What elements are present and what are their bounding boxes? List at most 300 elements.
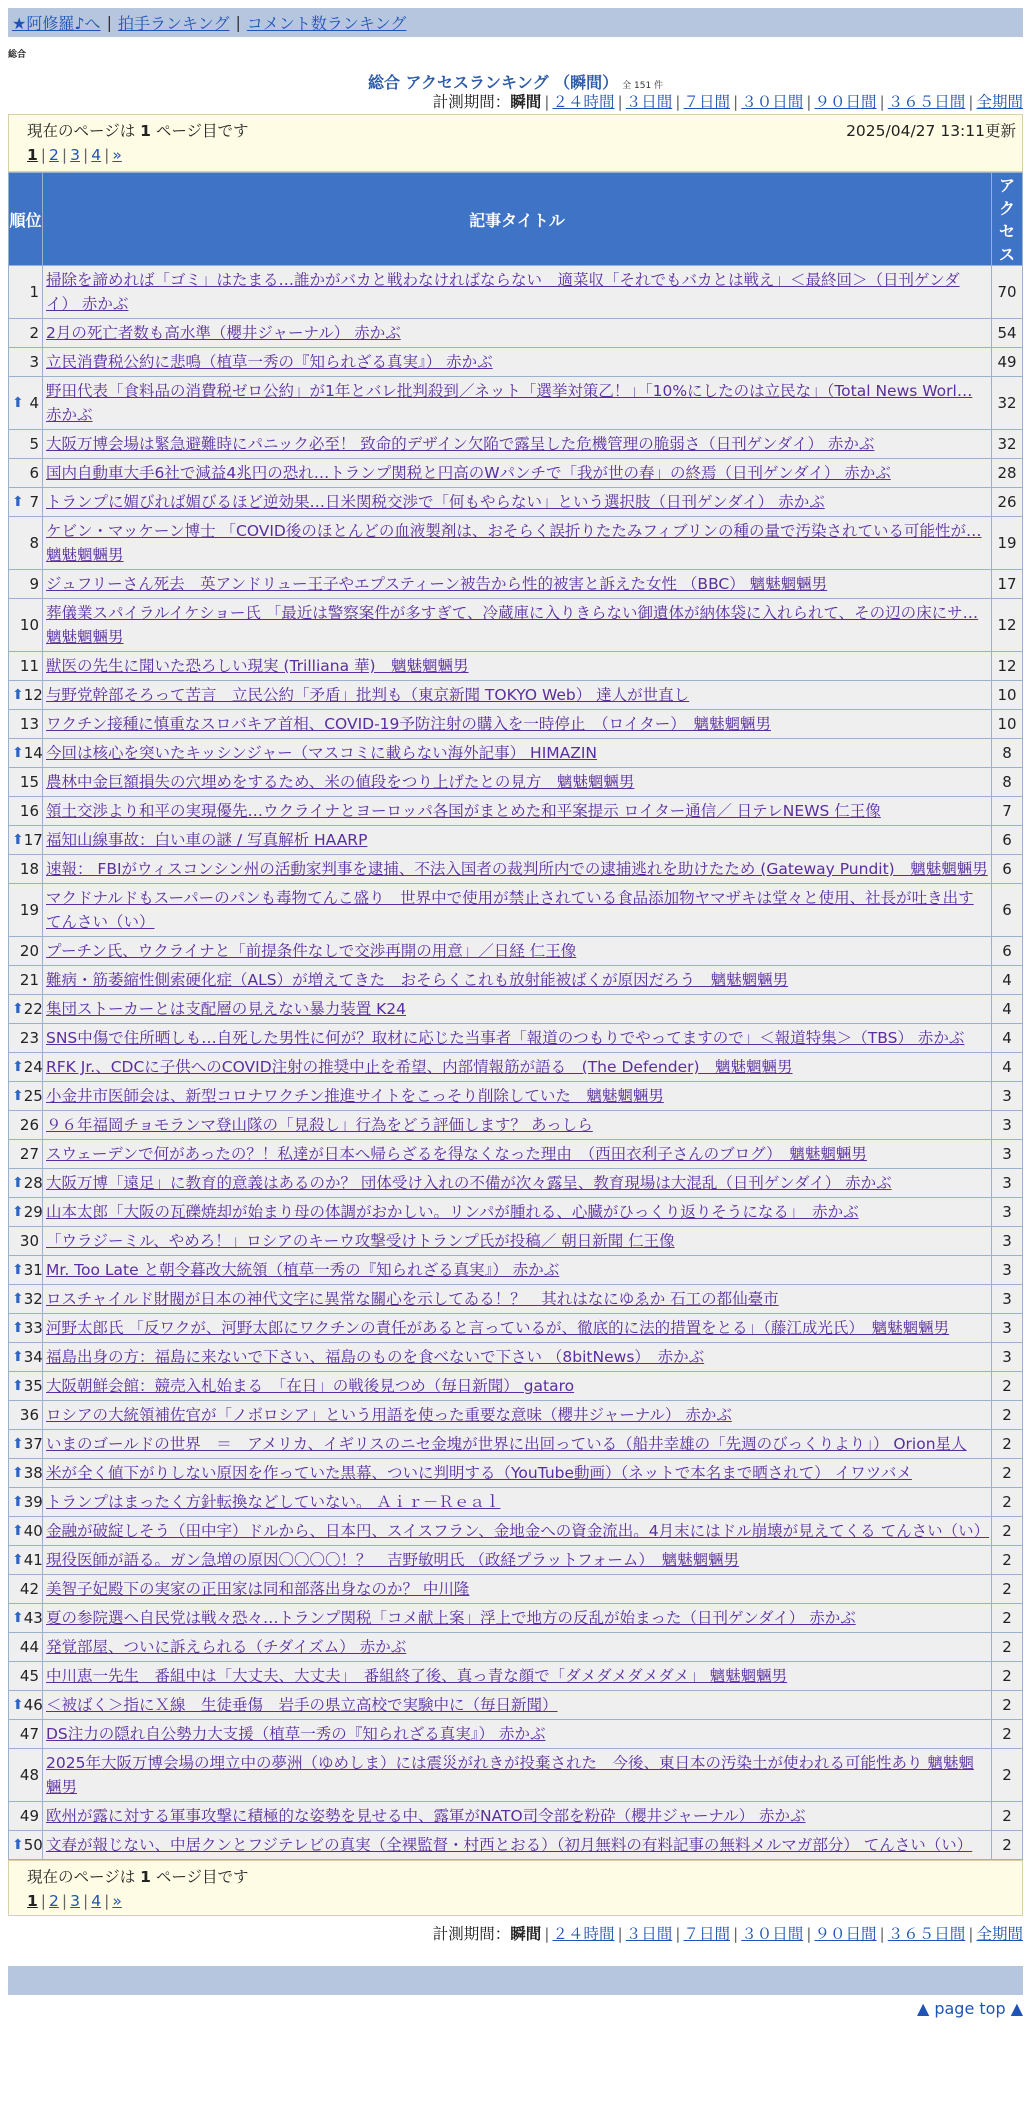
title-cell <box>43 855 991 883</box>
access-count: 4 <box>992 995 1022 1023</box>
period-link[interactable]: 全期間 <box>976 93 1023 111</box>
up-arrow-icon: ⬆ <box>12 1204 24 1220</box>
article-link[interactable]: ワクチン接種に慎重なスロバキア首相、COVID-19予防注射の購入を一時停止 （ロイター） 魑魅魍魎男 <box>46 715 771 733</box>
rank-wrap <box>12 1374 43 1398</box>
up-arrow-icon: ⬆ <box>12 395 24 411</box>
article-link[interactable]: 現役医師が語る。ガン急増の原因〇〇〇〇！？ 吉野敏明氏 （政経プラットフォーム） 魑魅魍魎男 <box>46 1551 740 1569</box>
rank-cell <box>9 1082 42 1110</box>
article-link[interactable]: ジュフリーさん死去 英アンドリュー王子やエプスティーン被告から性的被害と訴えた女性 （BBC） 魑魅魍魎男 <box>46 575 828 593</box>
period-link[interactable]: ３６５日間 <box>887 93 966 111</box>
article-link[interactable]: 2月の死亡者数も高水準（櫻井ジャーナル） 赤かぶ <box>46 324 401 342</box>
rank-cell <box>9 1633 42 1661</box>
up-arrow-icon: ⬆ <box>12 1465 24 1481</box>
access-count: 2 <box>992 1802 1022 1830</box>
period-separator: | <box>879 93 885 111</box>
period-separator: | <box>733 1925 739 1943</box>
access-count: 4 <box>992 1024 1022 1052</box>
page-link[interactable]: 2 <box>49 1892 59 1910</box>
article-link[interactable]: Mr. Too Late と朝令暮改大統領（植草一秀の『知られざる真実』） 赤かぶ <box>46 1261 560 1279</box>
rank-number: 7 <box>29 493 39 511</box>
article-link[interactable]: 農林中金巨額損失の穴埋めをするため、米の値段をつり上げたとの見方 魑魅魍魎男 <box>46 773 635 791</box>
up-arrow-icon: ⬆ <box>12 1175 24 1191</box>
period-separator: | <box>879 1925 885 1943</box>
title-cell <box>43 1604 991 1632</box>
period-link[interactable]: ９０日間 <box>814 1925 877 1943</box>
article-link[interactable]: プーチン氏、ウクライナと「前提条件なしで交渉再開の用意」／日経 仁王像 <box>46 942 577 960</box>
period-separator: | <box>675 93 681 111</box>
table-row <box>9 1314 1022 1342</box>
rank-number: 3 <box>29 353 39 371</box>
page-status-number: 1 <box>140 122 151 140</box>
article-link[interactable]: ケビン・マッケーン博士 「COVID後のほとんどの血液製剤は、おそらく誤折りたたみフィブリンの種の量で汚染されている可能性が… 魑魅魍魎男 <box>46 522 982 564</box>
table-row <box>9 768 1022 796</box>
rank-cell <box>9 1198 42 1226</box>
article-link[interactable]: 大阪朝鮮会館：競売入札始まる 「在日」の戦後見つめ（毎日新聞） gataro <box>46 1377 575 1395</box>
period-link[interactable]: ２４時間 <box>552 93 615 111</box>
up-arrow-icon: ⬆ <box>12 745 24 761</box>
rank-number: 8 <box>29 534 39 552</box>
title-cell <box>43 1488 991 1516</box>
nav-separator: | <box>235 13 241 32</box>
page-separator: | <box>40 146 47 164</box>
rank-wrap <box>12 1606 43 1630</box>
up-arrow-icon: ⬆ <box>12 1349 24 1365</box>
rank-number: 32 <box>23 1290 43 1308</box>
rank-number: 17 <box>23 831 43 849</box>
rank-cell <box>9 266 42 318</box>
article-link[interactable]: 米が全く値下がりしない原因を作っていた黒幕、ついに判明する（YouTube動画）（ネットで本名まで晒されて） イワツバメ <box>46 1464 912 1482</box>
rank-cell <box>9 1372 42 1400</box>
title-cell <box>43 319 991 347</box>
period-separator: | <box>968 93 974 111</box>
period-link[interactable]: 全期間 <box>976 1925 1023 1943</box>
up-arrow-icon: ⬆ <box>12 494 24 510</box>
title-cell <box>43 995 991 1023</box>
access-count: 3 <box>992 1285 1022 1313</box>
period-link[interactable]: ３０日間 <box>741 1925 804 1943</box>
article-link[interactable]: トランプはまったく方針転換などしていない。 Ａｉｒ－Ｒｅａｌ <box>46 1493 501 1511</box>
period-link[interactable]: ３６５日間 <box>887 1925 966 1943</box>
page-link[interactable]: » <box>112 146 122 164</box>
rank-wrap <box>12 1258 43 1282</box>
rank-number: 33 <box>23 1319 43 1337</box>
rank-wrap <box>12 1461 43 1485</box>
table-row <box>9 1082 1022 1110</box>
rank-number: 43 <box>23 1609 43 1627</box>
rank-wrap <box>12 1548 43 1572</box>
access-count: 2 <box>992 1691 1022 1719</box>
table-row <box>9 1517 1022 1545</box>
period-current: 瞬間 <box>510 1925 542 1943</box>
rank-cell <box>9 517 42 569</box>
rank-wrap <box>12 886 39 934</box>
rank-number: 28 <box>23 1174 43 1192</box>
rank-number: 13 <box>19 715 39 733</box>
access-count: 3 <box>992 1082 1022 1110</box>
rank-wrap <box>12 1026 39 1050</box>
article-link[interactable]: 葬儀業スパイラルイケショー氏 「最近は警察案件が多すぎて、冷蔵庫に入りきらない御遺体が納体袋に入れられて、その辺の床にサ… 魑魅魍魎男 <box>46 604 979 646</box>
page-status-prefix: 現在のページは <box>27 122 141 140</box>
period-link[interactable]: ２４時間 <box>552 1925 615 1943</box>
article-link[interactable]: ロシアの大統領補佐官が「ノボロシア」という用語を使った重要な意味（櫻井ジャーナル） 赤かぶ <box>46 1406 732 1424</box>
rank-number: 50 <box>23 1836 43 1854</box>
article-link[interactable]: 領土交渉より和平の実現優先…ウクライナとヨーロッパ各国がまとめた和平案提示 ロイター通信／ 日テレNEWS 仁王像 <box>46 802 881 820</box>
title-cell <box>43 570 991 598</box>
rank-cell <box>9 599 42 651</box>
period-current: 瞬間 <box>510 93 542 111</box>
rank-wrap <box>12 1722 39 1746</box>
rank-cell <box>9 1517 42 1545</box>
access-count: 49 <box>992 348 1022 376</box>
page-link[interactable]: » <box>112 1892 122 1910</box>
rank-wrap <box>12 1055 43 1079</box>
article-link[interactable]: 美智子妃殿下の実家の正田家は同和部落出身なのか？ 中川隆 <box>46 1580 470 1598</box>
title-cell <box>43 1575 991 1603</box>
table-row <box>9 488 1022 516</box>
rank-number: 49 <box>19 1807 39 1825</box>
rank-cell <box>9 1749 42 1801</box>
article-link[interactable]: 山本太郎「大阪の瓦礫焼却が始まり母の体調がおかしい。リンパが腫れる、心臓がひっくり返りそうになる」 赤かぶ <box>46 1203 859 1221</box>
table-row <box>9 1111 1022 1139</box>
access-count: 2 <box>992 1546 1022 1574</box>
article-link[interactable]: 獣医の先生に聞いた恐ろしい現実 (Trilliana 華) 魑魅魍魎男 <box>46 657 469 675</box>
ranking-table <box>8 172 1023 1860</box>
rank-cell <box>9 488 42 516</box>
article-link[interactable]: ９６年福岡チョモランマ登山隊の「見殺し」行為をどう評価します？ あっしら <box>46 1116 593 1134</box>
rank-number: 2 <box>29 324 39 342</box>
page-link[interactable]: 4 <box>91 1892 102 1910</box>
up-arrow-icon: ⬆ <box>12 1436 24 1452</box>
rank-number: 22 <box>23 1000 43 1018</box>
up-arrow-icon: ⬆ <box>12 1088 24 1104</box>
comment-ranking-link[interactable]: コメント数ランキング <box>246 14 407 33</box>
rank-wrap <box>12 741 43 765</box>
rank-number: 38 <box>23 1464 43 1482</box>
rank-number: 26 <box>19 1116 39 1134</box>
rank-number: 16 <box>19 802 39 820</box>
title-cell <box>43 348 991 376</box>
article-link[interactable]: 速報： FBIがウィスコンシン州の活動家判事を逮捕、不法入国者の裁判所内での逮捕逃れを助けたため (Gateway Pundit) 魑魅魍魎男 <box>46 860 988 878</box>
table-row <box>9 1488 1022 1516</box>
article-link[interactable]: 国内自動車大手6社で減益4兆円の恐れ…トランプ関税と円高のWパンチで「我が世の春」の終焉（日刊ゲンダイ） 赤かぶ <box>46 464 891 482</box>
access-count: 3 <box>992 1111 1022 1139</box>
access-count: 2 <box>992 1604 1022 1632</box>
access-count: 8 <box>992 739 1022 767</box>
table-row <box>9 459 1022 487</box>
page-separator: | <box>83 1892 89 1910</box>
title-cell <box>43 797 991 825</box>
article-link[interactable]: 集団ストーカーとは支配層の見えない暴力装置 K24 <box>46 1000 407 1018</box>
access-count: 32 <box>992 377 1022 429</box>
access-count: 2 <box>992 1720 1022 1748</box>
access-count: 28 <box>992 459 1022 487</box>
table-row <box>9 1198 1022 1226</box>
rank-cell <box>9 1691 42 1719</box>
pager-bottom <box>27 1892 1022 1910</box>
article-link[interactable]: 2025年大阪万博会場の埋立中の夢洲（ゆめしま）には震災がれきが投棄された 今後、東日本の汚染土が使われる可能性あり 魑魅魍魎男 <box>46 1754 974 1796</box>
rank-number: 19 <box>19 901 39 919</box>
period-separator: | <box>968 1925 974 1943</box>
period-link[interactable]: ３０日間 <box>741 93 804 111</box>
rank-wrap <box>12 601 39 649</box>
rank-number: 29 <box>23 1203 43 1221</box>
article-link[interactable]: いまのゴールドの世界 ＝ アメリカ、イギリスのニセ金塊が世界に出回っている（船井幸雄の「先週のびっくりより」） Orion星人 <box>46 1435 967 1453</box>
rank-number: 42 <box>19 1580 39 1598</box>
table-row <box>9 797 1022 825</box>
rank-cell <box>9 1401 42 1429</box>
article-link[interactable]: 小金井市医師会は、新型コロナワクチン推進サイトをこっそり削除していた 魑魅魍魎男 <box>46 1087 664 1105</box>
article-link[interactable]: 大阪万博「遠足」に教育的意義はあるのか？ 団体受け入れの不備が次々露呈、教育現場は大混乱（日刊ゲンダイ） 赤かぶ <box>46 1174 892 1192</box>
rank-cell <box>9 652 42 680</box>
table-row <box>9 1430 1022 1458</box>
article-link[interactable]: 夏の参院選へ自民党は戦々恐々…トランプ関税「コメ献上案」浮上で地方の反乱が始まった（日刊ゲンダイ） 赤かぶ <box>46 1609 856 1627</box>
article-link[interactable]: 文春が報じない、中居クンとフジテレビの真実（全裸監督・村西とおる）（初月無料の有料記事の無料メルマガ部分） てんさい（い） <box>46 1836 973 1854</box>
rank-cell <box>9 1053 42 1081</box>
article-link[interactable]: 今回は核心を突いたキッシンジャー（マスコミに載らない海外記事） HIMAZIN <box>46 744 598 762</box>
rank-wrap <box>12 1287 43 1311</box>
table-row <box>9 1024 1022 1052</box>
page-link[interactable]: 3 <box>70 146 81 164</box>
page-link[interactable]: 2 <box>49 146 59 164</box>
table-row <box>9 1633 1022 1661</box>
table-row <box>9 1372 1022 1400</box>
access-count: 12 <box>992 652 1022 680</box>
article-link[interactable]: 河野太郎氏 「反ワクが、河野太郎にワクチンの責任があると言っているが、徹底的に法的措置をとる」（藤江成光氏） 魑魅魍魎男 <box>46 1319 950 1337</box>
page-status-bottom <box>27 1865 1022 1887</box>
article-link[interactable]: 大阪万博会場は緊急避難時にパニック必至！ 致命的デザイン欠陥で露呈した危機管理の脆弱さ（日刊ゲンダイ） 赤かぶ <box>46 435 875 453</box>
page-link[interactable]: 4 <box>91 146 102 164</box>
article-link[interactable]: 与野党幹部そろって苦言 立民公約「矛盾」批判も（東京新聞 TOKYO Web） 達人が世直し <box>46 686 690 704</box>
period-link[interactable]: ９０日間 <box>814 93 877 111</box>
article-link[interactable]: 金融が破綻しそう（田中宇）ドルから、日本円、スイスフラン、金地金への資金流出。4月末にはドル崩壊が見えてくる てんさい（い） <box>46 1522 990 1540</box>
article-link[interactable]: 中川恵一先生 番組中は「大丈夫、大丈夫」 番組終了後、真っ青な顔で「ダメダメダメダメ」 魑魅魍魎男 <box>46 1667 788 1685</box>
title-cell <box>43 1343 991 1371</box>
rank-wrap <box>12 857 39 881</box>
period-separator: | <box>806 93 812 111</box>
period-separator: | <box>617 1925 623 1943</box>
rank-number: 10 <box>19 616 39 634</box>
up-arrow-icon: ⬆ <box>12 1001 24 1017</box>
article-link[interactable]: 立民消費税公約に悲鳴（植草一秀の『知られざる真実』） 赤かぶ <box>46 353 493 371</box>
article-link[interactable]: 欧州が露に対する軍事攻撃に積極的な姿勢を見せる中、露軍がNATO司令部を粉砕（櫻井ジャーナル） 赤かぶ <box>46 1807 806 1825</box>
rank-wrap <box>12 770 39 794</box>
rank-cell <box>9 681 42 709</box>
rank-cell <box>9 1256 42 1284</box>
up-arrow-icon: ⬆ <box>12 1610 24 1626</box>
access-count: 26 <box>992 488 1022 516</box>
rank-cell <box>9 966 42 994</box>
access-count: 2 <box>992 1401 1022 1429</box>
rank-number: 1 <box>29 283 39 301</box>
rank-number: 31 <box>23 1261 43 1279</box>
table-row <box>9 1604 1022 1632</box>
table-row <box>9 1691 1022 1719</box>
page-current-link[interactable]: 1 <box>27 146 38 164</box>
article-link[interactable]: 難病・筋萎縮性側索硬化症（ALS）が増えてきた おそらくこれも放射能被ばくが原因だろう 魑魅魍魎男 <box>46 971 789 989</box>
title-cell <box>43 599 991 651</box>
table-row <box>9 377 1022 429</box>
page-separator: | <box>104 1892 110 1910</box>
period-separator: | <box>806 1925 812 1943</box>
rank-wrap <box>12 461 39 485</box>
table-row <box>9 1662 1022 1690</box>
page-separator: | <box>61 146 68 164</box>
table-row <box>9 1227 1022 1255</box>
rank-wrap <box>12 1345 43 1369</box>
article-link[interactable]: DS注力の隠れ自公勢力大支援（植草一秀の『知られざる真実』） 赤かぶ <box>46 1725 546 1743</box>
title-cell <box>43 430 991 458</box>
rank-wrap <box>12 268 39 316</box>
title-cell <box>43 1140 991 1168</box>
table-row <box>9 430 1022 458</box>
rank-wrap <box>12 1142 39 1166</box>
rank-number: 14 <box>23 744 43 762</box>
table-row <box>9 826 1022 854</box>
rank-number: 44 <box>19 1638 39 1656</box>
title-cell <box>43 1749 991 1801</box>
article-link[interactable]: RFK Jr.、CDCに子供へのCOVID注射の推奨中止を希望、内部情報筋が語る (The Defender) 魑魅魍魎男 <box>46 1058 793 1076</box>
up-arrow-icon: ⬆ <box>12 1494 24 1510</box>
page-current-link[interactable]: 1 <box>27 1892 38 1910</box>
article-link[interactable]: トランプに媚びれば媚びるほど逆効果…日米関税交渉で「何もやらない」という選択肢（日刊ゲンダイ） 赤かぶ <box>46 493 825 511</box>
title-cell <box>43 377 991 429</box>
article-link[interactable]: スウェーデンで何があったの？！私達が日本へ帰らざるを得なくなった理由 （西田衣利子さんのブログ） 魑魅魍魎男 <box>46 1145 867 1163</box>
page-title <box>0 70 1031 90</box>
article-link[interactable]: 掃除を諦めれば「ゴミ」はたまる…誰かがバカと戦わなければならない 適菜収「それでもバカとは戦え」＜最終回＞（日刊ゲンダイ） 赤かぶ <box>46 271 960 313</box>
rank-cell <box>9 937 42 965</box>
page-status-suffix: ページ目です <box>150 122 249 140</box>
period-selector <box>0 90 1023 114</box>
rank-number: 27 <box>19 1145 39 1163</box>
page-status-suffix: ページ目です <box>150 1868 249 1886</box>
title-cell <box>43 1401 991 1429</box>
table-row <box>9 319 1022 347</box>
rank-number: 46 <box>23 1696 43 1714</box>
article-link[interactable]: 「ウラジーミル、やめろ！」ロシアのキーウ攻撃受けトランプ氏が投稿／ 朝日新聞 仁王像 <box>46 1232 675 1250</box>
rank-wrap <box>12 572 39 596</box>
access-count: 7 <box>992 797 1022 825</box>
rank-cell <box>9 1802 42 1830</box>
table-row <box>9 855 1022 883</box>
access-count: 3 <box>992 1227 1022 1255</box>
up-arrow-icon: ⬆ <box>12 1262 24 1278</box>
rank-wrap <box>12 1084 43 1108</box>
access-count: 2 <box>992 1575 1022 1603</box>
article-link[interactable]: ロスチャイルド財閥が日本の神代文字に異常な關心を示してゐる！？ 其れはなにゆゑか 石工の都仙臺市 <box>46 1290 779 1308</box>
rank-number: 45 <box>19 1667 39 1685</box>
article-link[interactable]: 福知山線事故：白い車の謎 / 写真解析 HAARP <box>46 831 368 849</box>
page-separator: | <box>104 146 110 164</box>
updated-timestamp: 2025/04/27 13:11更新 <box>846 122 1016 140</box>
rank-wrap <box>12 1171 43 1195</box>
title-cell <box>43 966 991 994</box>
article-link[interactable]: 野田代表「食料品の消費税ゼロ公約」が1年とバレ批判殺到／ネット「選挙対策乙！」「10%にしたのは立民な」（Total News Worl… 赤かぶ <box>46 382 973 424</box>
rank-cell <box>9 826 42 854</box>
table-row <box>9 1401 1022 1429</box>
rank-number: 37 <box>23 1435 43 1453</box>
period-link[interactable]: ７日間 <box>683 1925 730 1943</box>
article-link[interactable]: 発覚部屋、ついに訴えられる（チダイズム） 赤かぶ <box>46 1638 407 1656</box>
up-arrow-icon: ⬆ <box>12 687 24 703</box>
page-top-link[interactable]: ▲ page top ▲ <box>916 1999 1023 2018</box>
period-link[interactable]: ３日間 <box>625 1925 673 1943</box>
title-text: 総合 アクセスランキング （瞬間） <box>367 73 619 92</box>
page-link[interactable]: 3 <box>70 1892 81 1910</box>
title-cell <box>43 1285 991 1313</box>
article-link[interactable]: SNS中傷で住所晒しも…自死した男性に何が？取材に応じた当事者「報道のつもりでやってますので」＜報道特集＞（TBS） 赤かぶ <box>46 1029 965 1047</box>
rank-wrap <box>12 939 39 963</box>
access-count: 70 <box>992 266 1022 318</box>
table-row <box>9 652 1022 680</box>
title-cell <box>43 1111 991 1139</box>
table-row <box>9 681 1022 709</box>
period-link[interactable]: ３日間 <box>625 93 673 111</box>
table-row <box>9 1343 1022 1371</box>
rank-number: 24 <box>23 1058 43 1076</box>
rank-cell <box>9 1227 42 1255</box>
table-row <box>9 884 1022 936</box>
rank-number: 34 <box>23 1348 43 1366</box>
table-row <box>9 710 1022 738</box>
access-count: 6 <box>992 826 1022 854</box>
title-cell <box>43 884 991 936</box>
rank-wrap <box>12 1229 39 1253</box>
rank-cell <box>9 1140 42 1168</box>
period-label: 計測期間： <box>432 93 511 111</box>
rank-cell <box>9 1343 42 1371</box>
table-row <box>9 1053 1022 1081</box>
access-count: 6 <box>992 937 1022 965</box>
access-count: 2 <box>992 1662 1022 1690</box>
period-separator: | <box>617 93 623 111</box>
table-row <box>9 1285 1022 1313</box>
up-arrow-icon: ⬆ <box>12 1552 24 1568</box>
pager <box>27 146 1022 164</box>
period-separator: | <box>544 93 550 111</box>
home-link[interactable]: ★阿修羅♪へ <box>12 14 101 33</box>
rank-cell <box>9 1662 42 1690</box>
rank-cell <box>9 430 42 458</box>
title-cell <box>43 1546 991 1574</box>
table-row <box>9 1749 1022 1801</box>
rank-cell <box>9 1488 42 1516</box>
rank-cell <box>9 1546 42 1574</box>
rank-wrap <box>12 1200 43 1224</box>
total-count: 全 151 件 <box>622 81 664 91</box>
title-cell <box>43 1372 991 1400</box>
title-cell <box>43 681 991 709</box>
pagination-box-bottom <box>8 1860 1023 1916</box>
rank-cell <box>9 1459 42 1487</box>
applause-ranking-link[interactable]: 拍手ランキング <box>117 14 230 33</box>
article-link[interactable]: 福島出身の方：福島に来ないで下さい、福島のものを食べないで下さい （8bitNews） 赤かぶ <box>46 1348 705 1366</box>
access-count: 17 <box>992 570 1022 598</box>
rank-cell <box>9 1720 42 1748</box>
rank-wrap <box>12 997 43 1021</box>
title-cell <box>43 768 991 796</box>
article-link[interactable]: マクドナルドもスーパーのパンも毒物てんこ盛り 世界中で使用が禁止されている食品添加物ヤマザキは堂々と使用、社長が吐き出す てんさい（い） <box>46 889 974 931</box>
title-cell <box>43 517 991 569</box>
rank-cell <box>9 348 42 376</box>
access-count: 10 <box>992 710 1022 738</box>
period-separator: | <box>733 93 739 111</box>
bottom-bar <box>8 1966 1023 1995</box>
up-arrow-icon: ⬆ <box>12 832 24 848</box>
rank-wrap <box>12 1432 43 1456</box>
period-link[interactable]: ７日間 <box>683 93 730 111</box>
rank-cell <box>9 459 42 487</box>
article-link[interactable]: ＜被ばく＞指にＸ線 生徒垂傷 岩手の県立高校で実験中に（毎日新聞） <box>46 1696 558 1714</box>
